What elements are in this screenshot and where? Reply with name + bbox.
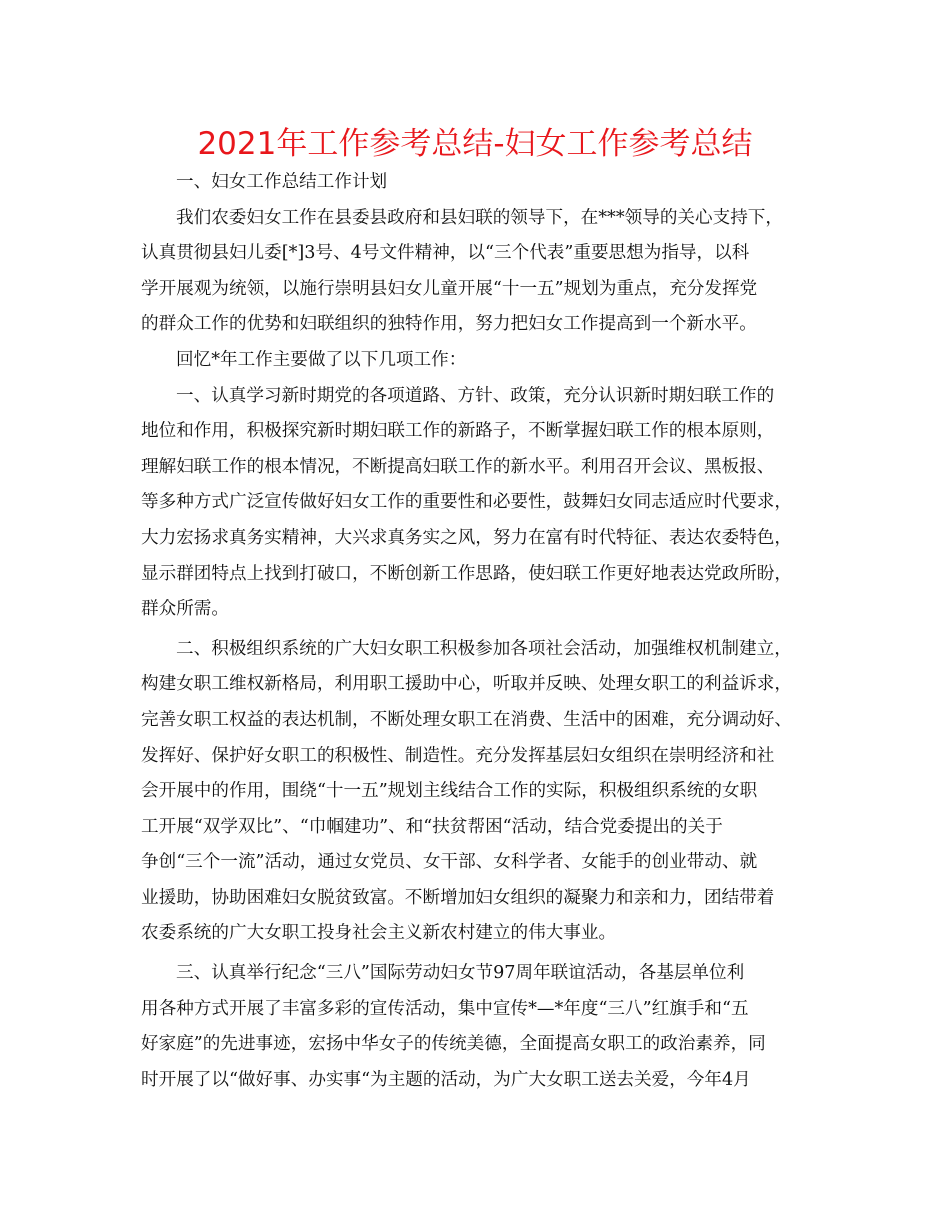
text-line: 学开展观为统领，以施行崇明县妇女儿童开展“十一五”规划为重点，充分发挥党 bbox=[141, 278, 758, 299]
text-line: 完善女职工权益的表达机制，不断处理女职工在消费、生活中的困难，充分调动好、 bbox=[141, 709, 792, 730]
text-line: 认真贯彻县妇儿委[*]3号、4号文件精神，以“三个代表”重要思想为指导，以科 bbox=[141, 243, 750, 264]
text-line: 一、妇女工作总结工作计划 bbox=[176, 172, 388, 192]
text-line: 理解妇联工作的根本情况，不断提高妇联工作的新水平。利用召开会议、黑板报、 bbox=[141, 456, 775, 477]
text-line: 二、积极组织系统的广大妇女职工积极参加各项社会活动，加强维权机制建立， bbox=[176, 638, 792, 659]
document-body bbox=[141, 165, 811, 1098]
text-line: 时开展了以“做好事、办实事“为主题的活动，为广大女职工送去关爱，今年4月 bbox=[141, 1069, 751, 1090]
text-line: 农委系统的广大女职工投身社会主义新农村建立的伟大事业。 bbox=[141, 923, 617, 944]
text-line: 等多种方式广泛宣传做好妇女工作的重要性和必要性，鼓舞妇女同志适应时代要求， bbox=[141, 492, 792, 513]
text-line: 会开展中的作用，围绕“十一五”规划主线结合工作的实际，积极组织系统的女职 bbox=[141, 781, 758, 802]
text-line: 构建女职工维权新格局，利用职工援助中心，听取并反映、处理女职工的利益诉求， bbox=[141, 674, 792, 695]
text-line: 地位和作用，积极探究新时期妇联工作的新路子，不断掌握妇联工作的根本原则， bbox=[141, 421, 775, 442]
text-line: 的群众工作的优势和妇联组织的独特作用，努力把妇女工作提高到一个新水平。 bbox=[141, 314, 757, 335]
text-line: 我们农委妇女工作在县委县政府和县妇联的领导下，在***领导的关心支持下， bbox=[176, 207, 783, 228]
text-line: 显示群团特点上找到打破口，不断创新工作思路，使妇联工作更好地表达党政所盼， bbox=[141, 563, 792, 584]
text-line: 发挥好、保护好女职工的积极性、制造性。充分发挥基层妇女组织在崇明经济和社 bbox=[141, 745, 775, 766]
text-line: 三、认真举行纪念“三八”国际劳动妇女节97周年联谊活动，各基层单位利 bbox=[176, 963, 745, 984]
document-title: 2021年工作参考总结-妇女工作参考总结 bbox=[197, 126, 753, 162]
text-line: 争创“三个一流”活动，通过女党员、女干部、女科学者、女能手的创业带动、就 bbox=[141, 852, 758, 873]
text-line: 工开展“双学双比”、“巾帼建功”、和“扶贫帮困“活动，结合党委提出的关于 bbox=[141, 816, 723, 837]
text-line: 一、认真学习新时期党的各项道路、方针、政策，充分认识新时期妇联工作的 bbox=[176, 385, 775, 406]
text-line: 用各种方式开展了丰富多彩的宣传活动，集中宣传*—*年度“三八”红旗手和“五 bbox=[141, 998, 749, 1019]
text-line: 业援助，协助困难妇女脱贫致富。不断增加妇女组织的凝聚力和亲和力，团结带着 bbox=[141, 887, 775, 908]
text-line: 群众所需。 bbox=[141, 599, 229, 620]
text-line: 好家庭”的先进事迹，宏扬中华女子的传统美德，全面提高女职工的政治素养，同 bbox=[141, 1034, 766, 1055]
text-line: 回忆*年工作主要做了以下几项工作： bbox=[176, 349, 467, 370]
text-line: 大力宏扬求真务实精神，大兴求真务实之风，努力在富有时代特征、表达农委特色， bbox=[141, 527, 792, 548]
